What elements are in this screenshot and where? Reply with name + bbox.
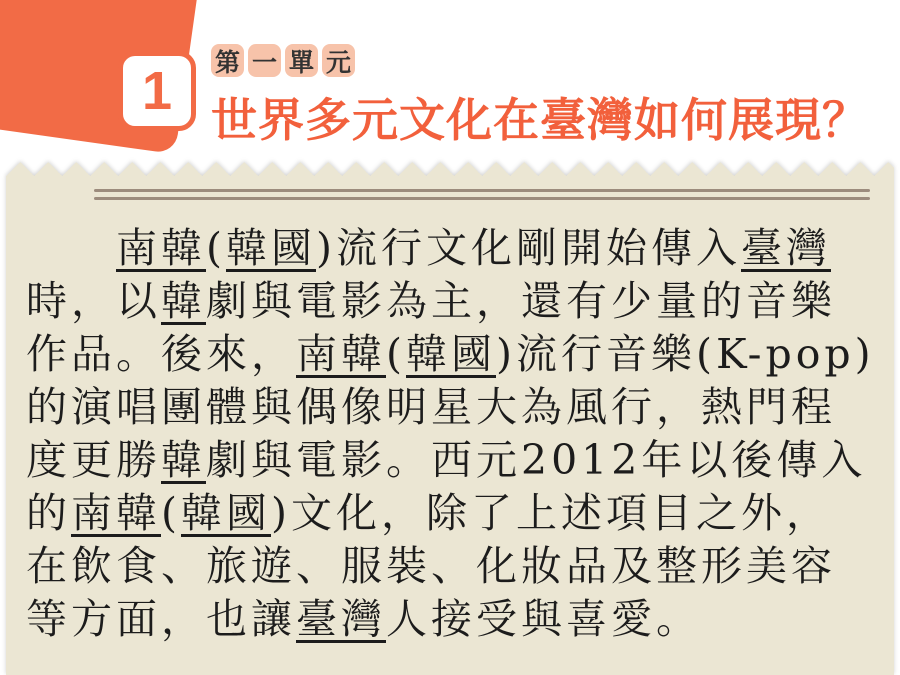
underlined-term: 韓國 [226, 224, 316, 272]
unit-label-char: 元 [322, 44, 355, 77]
unit-number-badge [118, 51, 196, 131]
unit-label [211, 44, 355, 77]
passage-text: 等方面，也讓 [26, 595, 296, 643]
passage-text: 在飲食、旅遊、服裝、化妝品及整形美容 [26, 542, 836, 590]
passage-line [26, 381, 882, 434]
passage-line [26, 487, 882, 540]
passage-text: 劇與電影為主，還有少量的音樂 [206, 277, 836, 325]
underlined-term: 臺灣 [741, 224, 831, 272]
passage-line [26, 222, 882, 275]
unit-label-char: 第 [211, 44, 244, 77]
passage-line [26, 540, 882, 593]
underlined-term: 南韓 [296, 330, 386, 378]
passage-line [26, 593, 882, 646]
passage-text: 人接受與喜愛。 [386, 595, 701, 643]
passage-text: )流行文化剛開始傳入 [316, 224, 741, 272]
unit-label-char: 一 [248, 44, 281, 77]
passage-paper [6, 176, 894, 675]
passage [6, 222, 894, 646]
double-rule [94, 176, 870, 200]
passage-text: 度更勝 [26, 436, 161, 484]
passage-text: 劇與電影。西元2012年以後傳入 [206, 436, 867, 484]
unit-title: 世界多元文化在臺灣如何展現？ [211, 94, 869, 146]
underlined-term: 韓國 [406, 330, 496, 378]
passage-line [26, 328, 882, 381]
underlined-term: 臺灣 [296, 595, 386, 643]
rule-line [94, 197, 870, 200]
passage-text: ( [386, 330, 406, 378]
passage-text: 的 [26, 489, 71, 537]
underlined-term: 韓 [161, 277, 206, 325]
passage-text: )流行音樂(K-pop) [496, 330, 875, 378]
underlined-term: 韓國 [181, 489, 271, 537]
passage-text: )文化，除了上述項目之外， [271, 489, 831, 537]
underlined-term: 南韓 [71, 489, 161, 537]
underlined-term: 南韓 [116, 224, 206, 272]
passage-text: ( [161, 489, 181, 537]
passage-text: 時，以 [26, 277, 161, 325]
passage-text: 作品。後來， [26, 330, 296, 378]
passage-line [26, 434, 882, 487]
passage-line [26, 275, 882, 328]
rule-line [94, 189, 870, 192]
unit-label-char: 單 [285, 44, 318, 77]
passage-text: ( [206, 224, 226, 272]
passage-text: 的演唱團體與偶像明星大為風行，熱門程 [26, 383, 836, 431]
unit-number: 1 [141, 61, 173, 121]
underlined-term: 韓 [161, 436, 206, 484]
